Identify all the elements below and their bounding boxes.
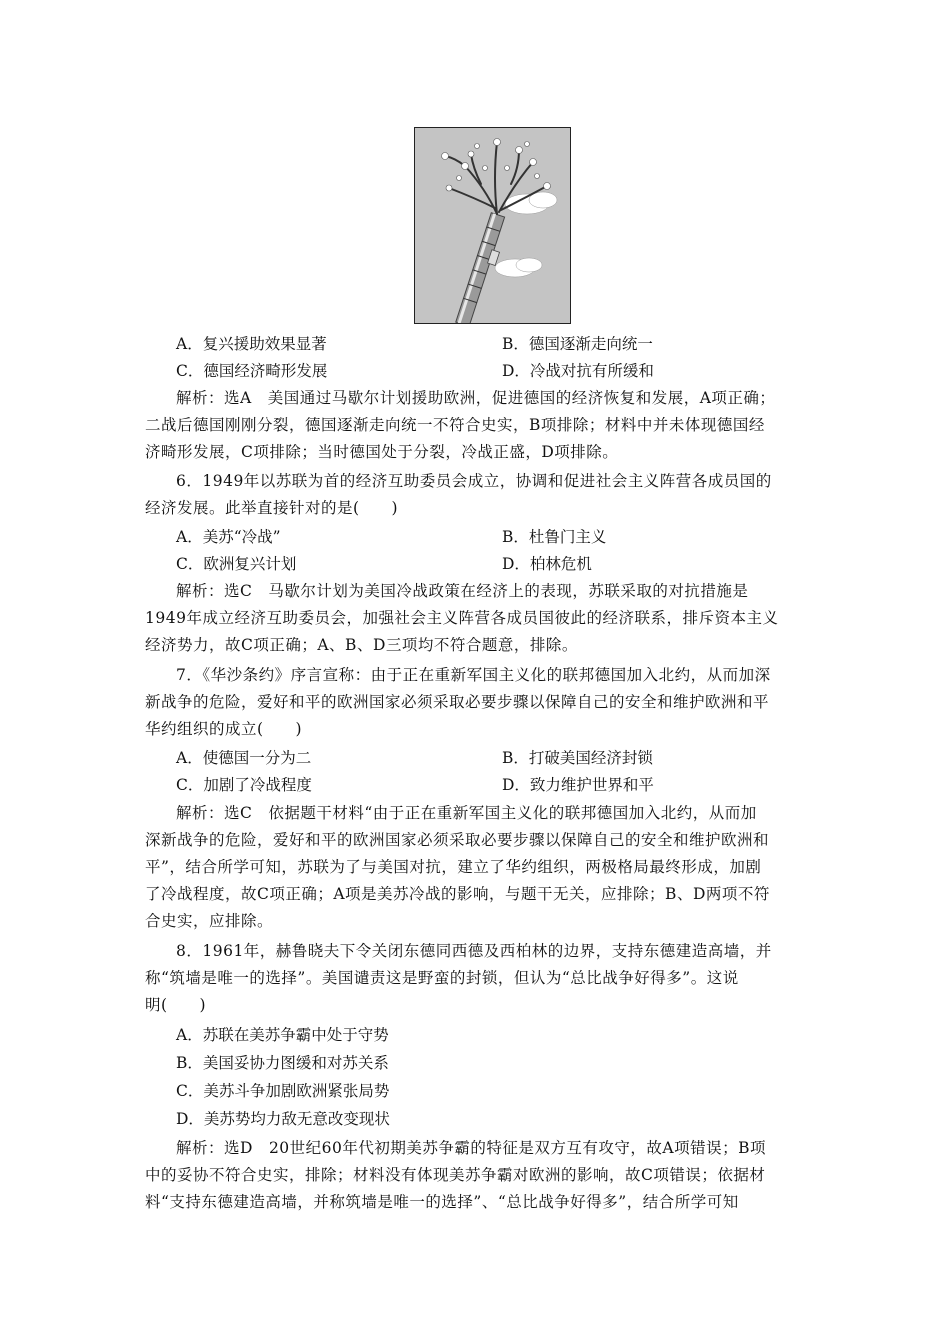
q6-analysis-label: 解析：	[176, 582, 225, 600]
q5-analysis-text: 选A 美国通过马歇尔计划援助欧洲，促进德国的经济恢复和发展，A项正确；	[224, 389, 776, 407]
q6-option-c: C．欧洲复兴计划	[176, 555, 297, 573]
q6-analysis-line-2: 1949年成立经济互助委员会，加强社会主义阵营各成员国彼此的经济联系，排斥资本主义	[145, 609, 779, 627]
q5-analysis-line-3: 济畸形发展，C项排除；当时德国处于分裂，冷战正盛，D项排除。	[145, 443, 619, 461]
q6-stem-line-1: 6．1949年以苏联为首的经济互助委员会成立，协调和促进社会主义阵营各成员国的	[176, 472, 772, 490]
q6-analysis-line-1	[176, 580, 748, 602]
q7-analysis-text: 选C 依据题干材料“由于正在重新军国主义化的联邦德国加入北约，从而加	[224, 804, 757, 822]
q7-stem-line-1: 7．《华沙条约》序言宣称：由于正在重新军国主义化的联邦德国加入北约，从而加深	[176, 666, 771, 684]
q6-option-d: D．柏林危机	[502, 555, 592, 573]
q7-stem-line-2: 新战争的危险，爱好和平的欧洲国家必须采取必要步骤以保障自己的安全和维护欧洲和平	[145, 693, 770, 711]
q5-option-b: B．德国逐渐走向统一	[502, 335, 653, 353]
q6-option-b: B．杜鲁门主义	[502, 528, 607, 546]
q8-analysis-line-1	[176, 1137, 766, 1159]
q6-stem-line-2: 经济发展。此举直接针对的是( )	[145, 499, 399, 517]
cartoon-figure	[414, 127, 571, 324]
q8-analysis-text: 选D 20世纪60年代初期美苏争霸的特征是双方互有攻守，故A项错误；B项	[224, 1139, 766, 1157]
q8-analysis-line-3: 料“支持东德建造高墙，并称筑墙是唯一的选择”、“总比战争好得多”，结合所学可知	[145, 1193, 739, 1211]
q8-stem-line-2: 称“筑墙是唯一的选择”。美国谴责这是野蛮的封锁，但认为“总比战争好得多”。这说	[145, 969, 739, 987]
q7-analysis-line-5: 合史实，应排除。	[145, 912, 274, 930]
q5-option-a: A．复兴援助效果显著	[176, 335, 327, 353]
q8-option-a: A．苏联在美苏争霸中处于守势	[176, 1026, 389, 1044]
q6-analysis-line-3: 经济势力，故C项正确；A、B、D三项均不符合题意，排除。	[145, 636, 578, 654]
q8-option-b: B．美国妥协力图缓和对苏关系	[176, 1054, 389, 1072]
q5-analysis-label: 解析：	[176, 389, 225, 407]
cartoon-illustration	[415, 128, 570, 323]
q6-analysis-text: 选C 马歇尔计划为美国冷战政策在经济上的表现，苏联采取的对抗措施是	[224, 582, 749, 600]
q8-option-c: C．美苏斗争加剧欧洲紧张局势	[176, 1082, 390, 1100]
q8-analysis-line-2: 中的妥协不符合史实，排除；材料没有体现美苏争霸对欧洲的影响，故C项错误；依据材	[145, 1166, 766, 1184]
q7-analysis-line-3: 平”，结合所学可知，苏联为了与美国对抗，建立了华约组织，两极格局最终形成，加剧	[145, 858, 762, 876]
q7-analysis-line-2: 深新战争的危险，爱好和平的欧洲国家必须采取必要步骤以保障自己的安全和维护欧洲和	[145, 831, 770, 849]
q5-option-d: D．冷战对抗有所缓和	[502, 362, 654, 380]
q6-option-a: A．美苏“冷战”	[176, 528, 281, 546]
q8-stem-line-3: 明( )	[145, 996, 207, 1014]
q7-stem-line-3: 华约组织的成立( )	[145, 720, 303, 738]
q8-analysis-label: 解析：	[176, 1139, 225, 1157]
q8-option-d: D．美苏势均力敌无意改变现状	[176, 1110, 390, 1128]
q5-option-c: C．德国经济畸形发展	[176, 362, 328, 380]
q7-option-c: C．加剧了冷战程度	[176, 776, 312, 794]
q5-analysis-line-2: 二战后德国刚刚分裂，德国逐渐走向统一不符合史实，B项排除；材料中并未体现德国经	[145, 416, 765, 434]
q7-option-b: B．打破美国经济封锁	[502, 749, 653, 767]
q8-stem-line-1: 8．1961年，赫鲁晓夫下令关闭东德同西德及西柏林的边界，支持东德建造高墙，并	[176, 942, 772, 960]
q7-option-a: A．使德国一分为二	[176, 749, 312, 767]
q7-option-d: D．致力维护世界和平	[502, 776, 654, 794]
q5-analysis-line-1	[176, 387, 775, 409]
q7-analysis-label: 解析：	[176, 804, 225, 822]
q7-analysis-line-1	[176, 802, 757, 824]
q7-analysis-line-4: 了冷战程度，故C项正确；A项是美苏冷战的影响，与题干无关，应排除；B、D两项不符	[145, 885, 770, 903]
